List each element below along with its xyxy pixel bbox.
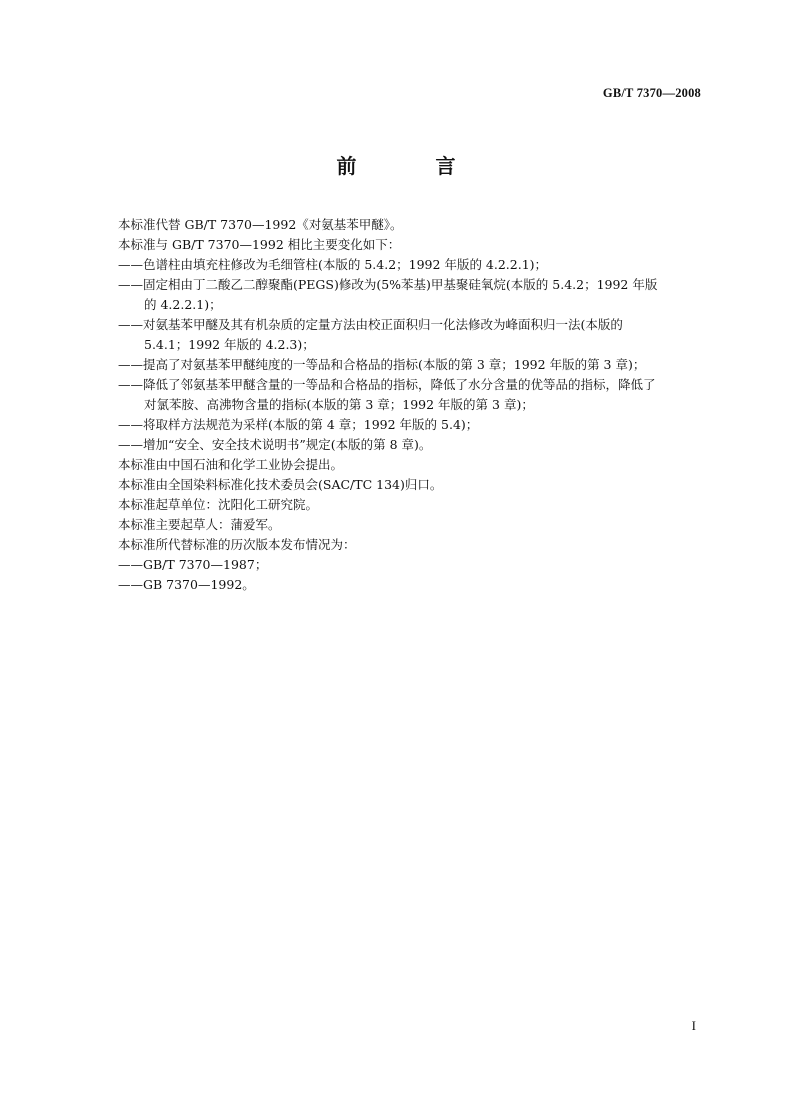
change-item-text: ——提高了对氨基苯甲醚纯度的一等品和合格品的指标(本版的第 3 章；1992 年版的第 3 章)； xyxy=(118,357,646,372)
change-item xyxy=(118,275,704,315)
page-number: I xyxy=(691,1018,696,1033)
change-item-text: ——增加“安全、安全技术说明书”规定(本版的第 8 章)。 xyxy=(118,437,432,452)
paragraph: 本标准主要起草人：蒲爱军。 xyxy=(118,517,281,532)
paragraph: 本标准由中国石油和化学工业协会提出。 xyxy=(118,457,344,472)
change-item-text: ——固定相由丁二酸乙二醇聚酯(PEGS)修改为(5%苯基)甲基聚硅氧烷(本版的 5.4.2；1992 年版 xyxy=(118,277,658,292)
foreword-body xyxy=(118,215,704,595)
paragraph: 本标准所代替标准的历次版本发布情况为： xyxy=(118,537,356,552)
change-item xyxy=(118,435,704,455)
history-item: ——GB 7370—1992。 xyxy=(118,577,255,592)
history-item: ——GB/T 7370—1987； xyxy=(118,557,268,572)
change-item xyxy=(118,375,704,415)
change-item-continuation: 对氯苯胺、高沸物含量的指标(本版的第 3 章；1992 年版的第 3 章)； xyxy=(144,397,534,412)
paragraph: 本标准与 GB/T 7370—1992 相比主要变化如下： xyxy=(118,237,401,252)
change-item-text: ——降低了邻氨基苯甲醚含量的一等品和合格品的指标，降低了水分含量的优等品的指标，降低了 xyxy=(118,377,656,392)
change-item xyxy=(118,255,704,275)
change-item-continuation: 5.4.1；1992 年版的 4.2.3)； xyxy=(144,337,315,352)
page-title: 前 言 xyxy=(336,154,492,178)
paragraph: 本标准起草单位：沈阳化工研究院。 xyxy=(118,497,319,512)
change-item-text: ——对氨基苯甲醚及其有机杂质的定量方法由校正面积归一化法修改为峰面积归一法(本版的 xyxy=(118,317,623,332)
paragraph: 本标准代替 GB/T 7370—1992《对氨基苯甲醚》。 xyxy=(118,217,403,232)
change-item-text: ——色谱柱由填充柱修改为毛细管柱(本版的 5.4.2；1992 年版的 4.2.2.1)； xyxy=(118,257,548,272)
change-item xyxy=(118,355,704,375)
standard-code: GB/T 7370—2008 xyxy=(602,86,701,100)
change-item xyxy=(118,415,704,435)
paragraph: 本标准由全国染料标准化技术委员会(SAC/TC 134)归口。 xyxy=(118,477,443,492)
change-item-text: ——将取样方法规范为采样(本版的第 4 章；1992 年版的 5.4)； xyxy=(118,417,479,432)
change-item xyxy=(118,315,704,355)
change-item-continuation: 的 4.2.2.1)； xyxy=(144,297,222,312)
